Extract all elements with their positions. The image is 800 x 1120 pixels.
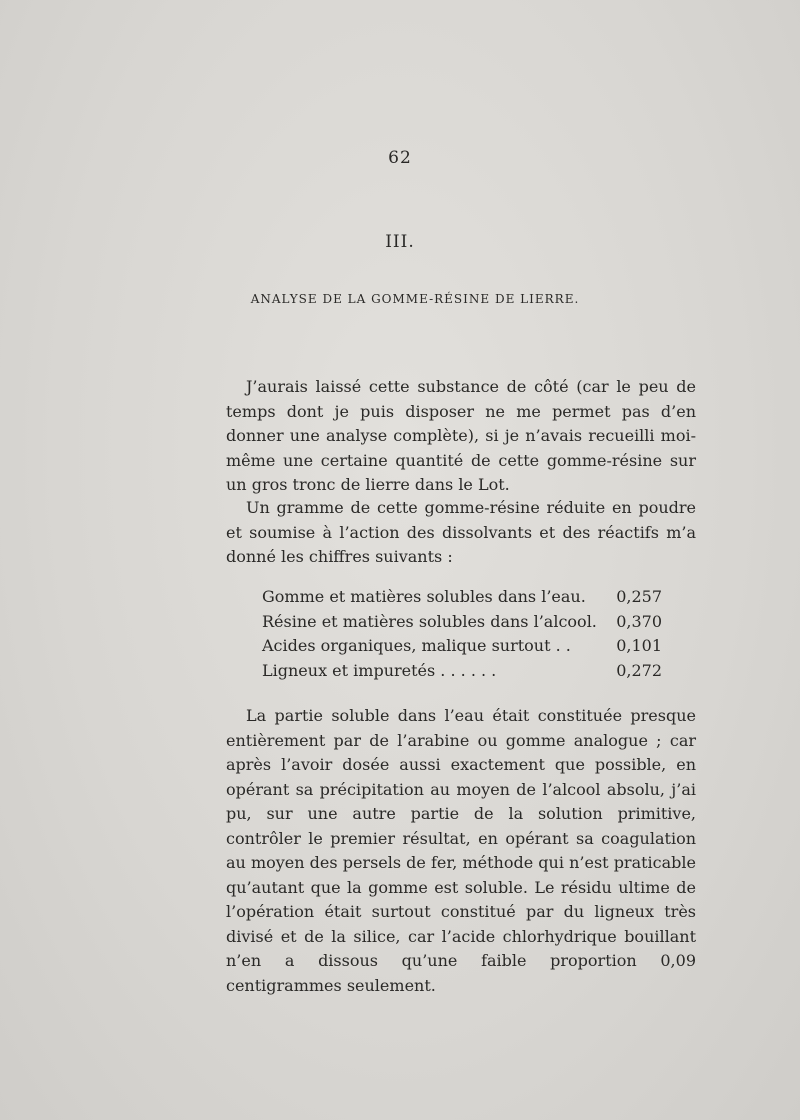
paragraph-2-text: Un gramme de cette gomme-résine réduite en poudre et soumise à l’action des dissolvants et des réactifs m’a donné les chiffres suivants : — [226, 498, 696, 566]
table-row — [262, 634, 662, 659]
result-value: 0,272 — [616, 660, 662, 680]
section-title: ANALYSE DE LA GOMME-RÉSINE DE LIERRE. — [250, 292, 580, 306]
table-row — [262, 585, 662, 610]
result-value: 0,370 — [616, 611, 662, 631]
result-label: Gomme et matières solubles dans l’eau. — [262, 587, 586, 606]
paragraph-1-text: J’aurais laissé cette substance de côté (car le peu de temps dont je puis disposer ne me permet pas d’en donner une analyse complète), si je n’avais recueilli moi-même une certaine quantité de cette gomme-résine sur un gros tronc de lierre dans le Lot. — [226, 377, 696, 494]
paragraph-3 — [226, 704, 696, 998]
result-value: 0,257 — [616, 587, 662, 606]
results-table — [262, 585, 662, 683]
section-number: III. — [385, 232, 415, 252]
result-label: Résine et matières solubles dans l’alcool. — [262, 611, 597, 631]
paragraph-2 — [226, 496, 696, 570]
paragraph-3-text: La partie soluble dans l’eau était constituée presque entièrement par de l’arabine ou gomme analogue ; car après l’avoir dosée aussi exactement que possible, en opérant sa précipitation au moyen de l’alcool absolu, j’ai pu, sur une autre partie de la solution primitive, contrôler le premier résultat, en opérant sa coagulation au moyen des persels de fer, méthode qui n’est praticable qu’autant que la gomme est soluble. Le résidu ultime de l’opération était surtout constitué par du ligneux très divisé et de la silice, car l’acide chlorhydrique bouillant n’en a dissous qu’une faible proportion 0,09 centigrammes seulement. — [226, 706, 696, 995]
result-label: Ligneux et impuretés . . . . . . — [262, 660, 497, 680]
result-label: Acides organiques, malique surtout . . — [262, 636, 571, 655]
page-number: 62 — [388, 148, 412, 168]
table-row — [262, 610, 662, 635]
result-value: 0,101 — [616, 636, 662, 655]
table-row — [262, 659, 662, 684]
paragraph-1 — [226, 375, 696, 498]
